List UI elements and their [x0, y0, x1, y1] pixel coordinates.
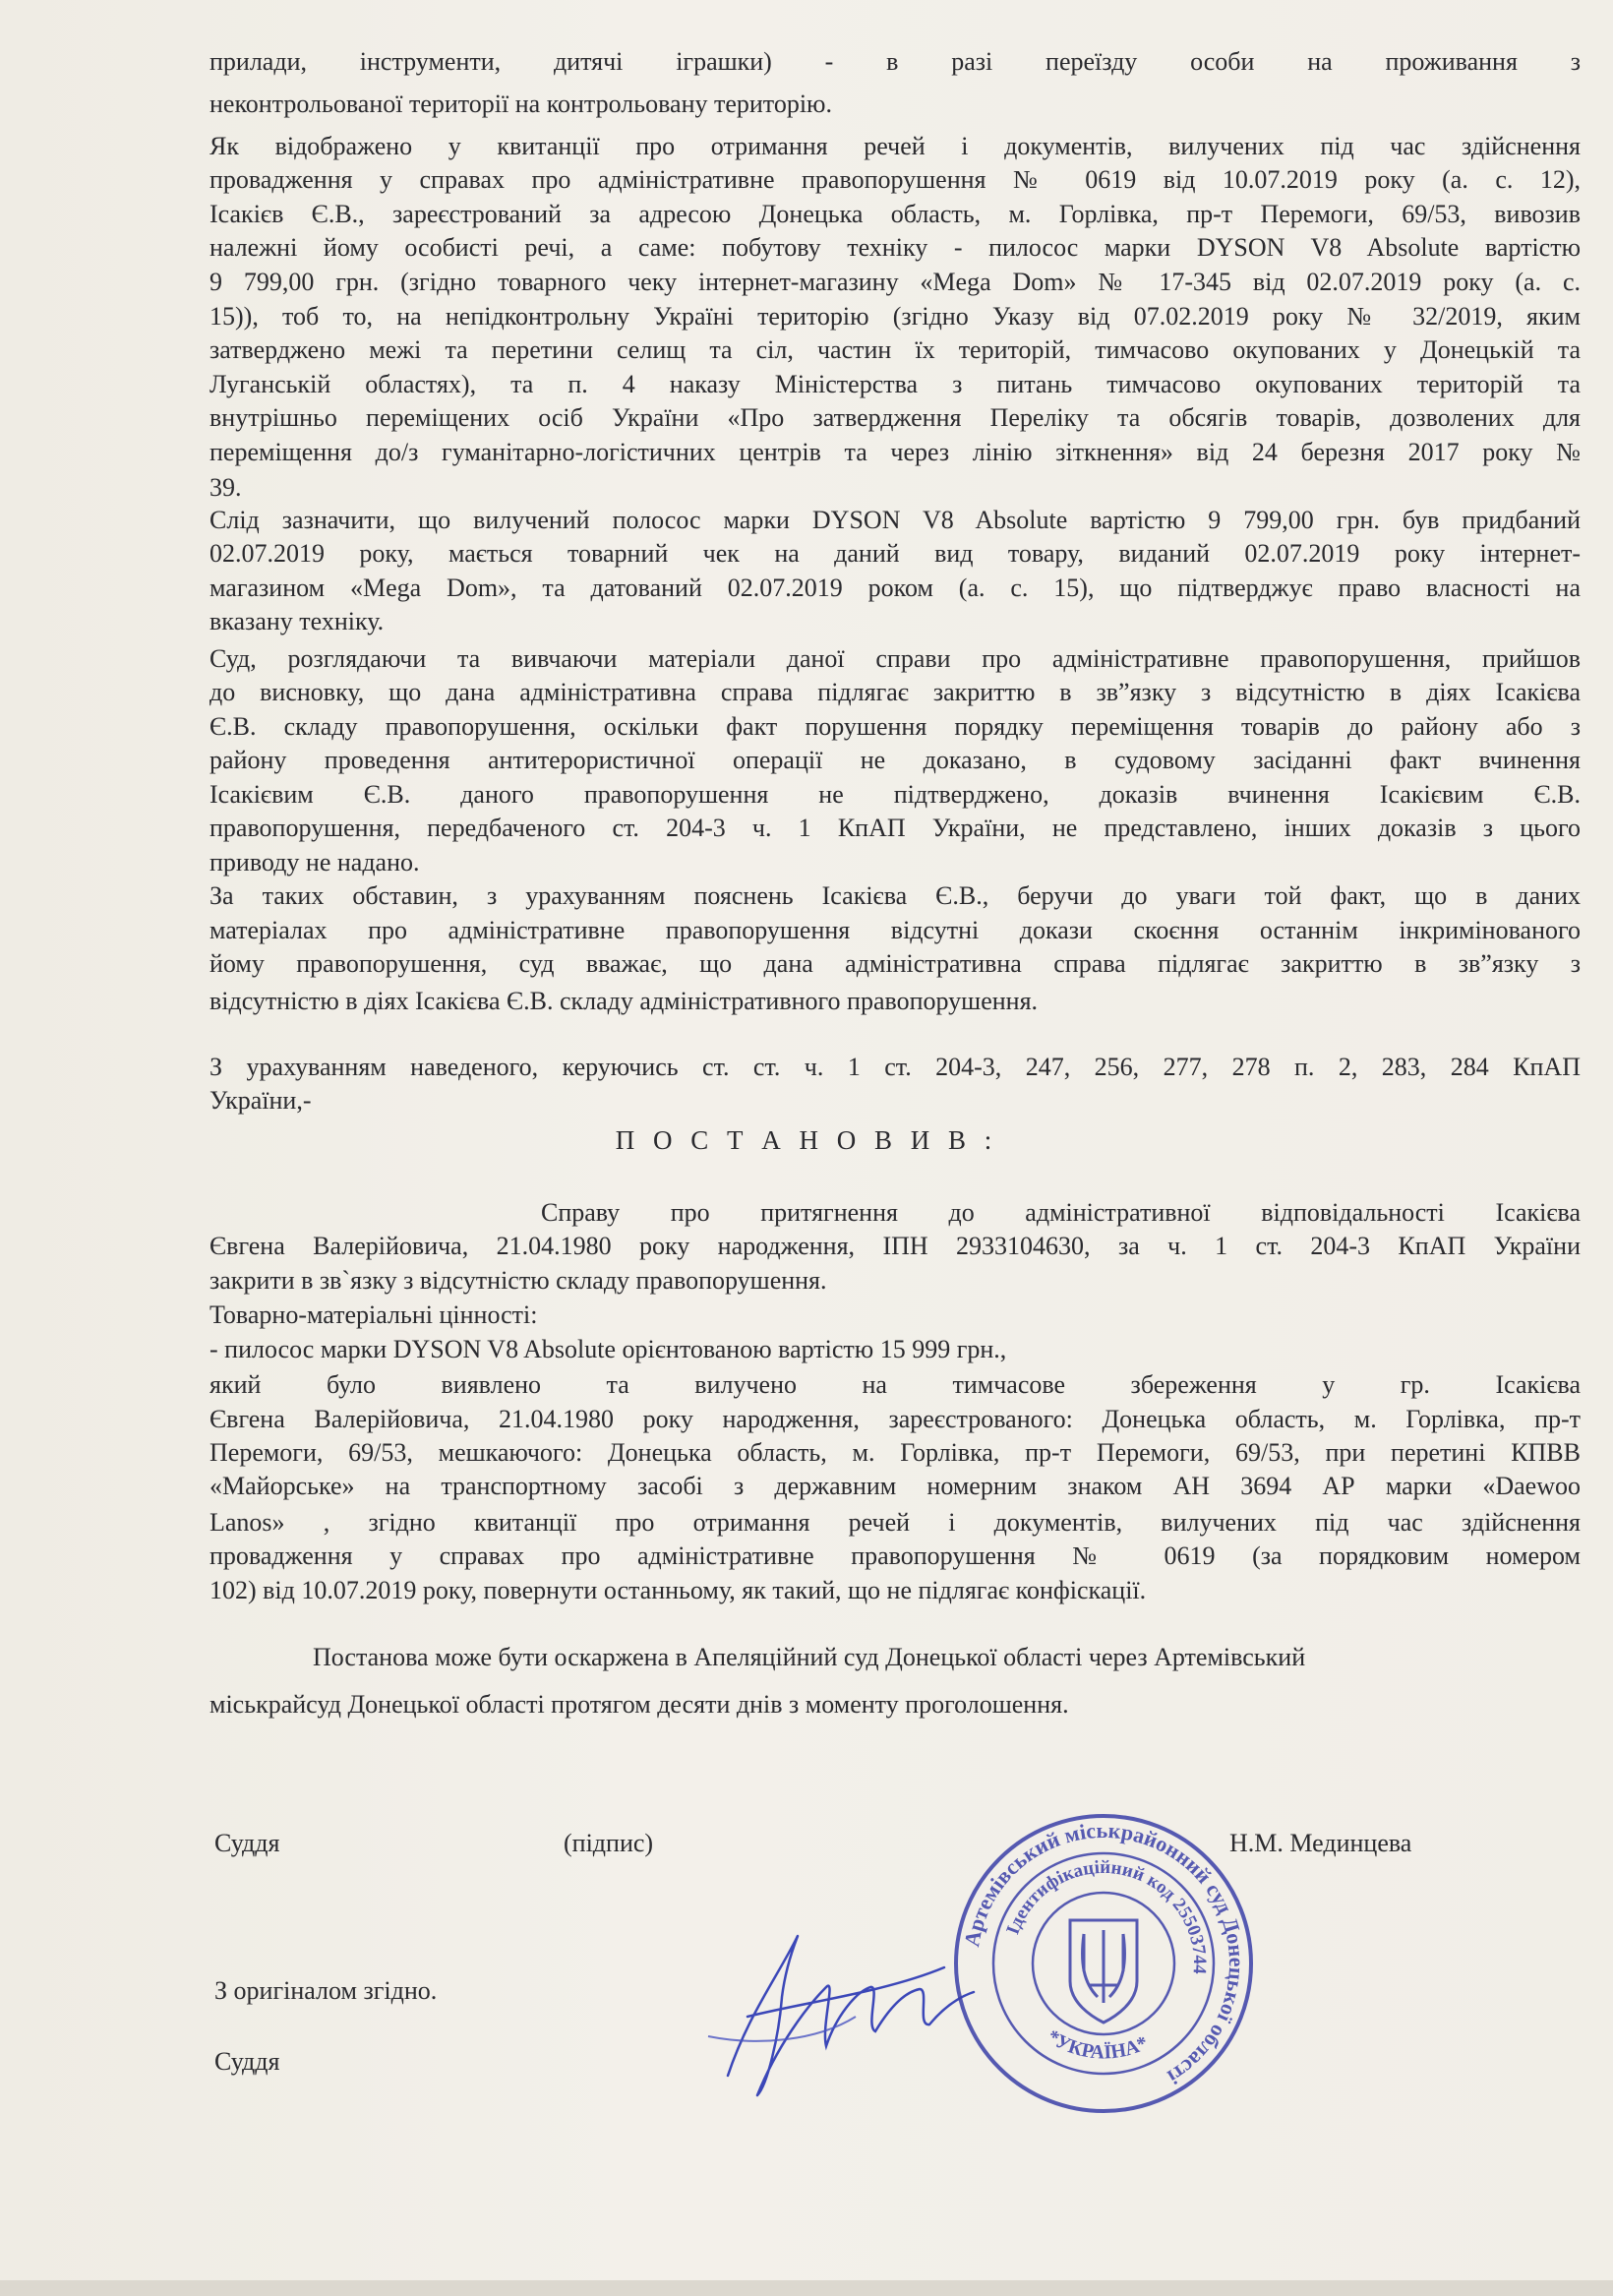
text-line: З урахуванням наведеного, керуючись ст. ст. ч. 1 ст. 204-3, 247, 256, 277, 278 п. 2, 283, 284 КпАП — [209, 1053, 1581, 1081]
text-line: внутрішньо переміщених осіб України «Про затвердження Переліку та обсягів товарів, дозволених для — [209, 403, 1581, 432]
text-line: приводу не надано. — [209, 848, 420, 876]
text-line: Слід зазначити, що вилучений полосос марки DYSON V8 Absolute вартістю 9 799,00 грн. був придбаний — [209, 506, 1581, 534]
stamp-inner-text: Ідентифікаційний код 25503744 — [1002, 1856, 1211, 1975]
text-line: 102) від 10.07.2019 року, повернути останньому, як такий, що не підлягає конфіскації. — [209, 1576, 1147, 1604]
text-line: району проведення антитерористичної операції не доказано, в судовому засіданні факт вчинення — [209, 746, 1581, 774]
text-line: 02.07.2019 року, мається товарний чек на даний вид товару, виданий 02.07.2019 року інтернет- — [209, 539, 1581, 568]
text-line: Товарно-матеріальні цінності: — [209, 1300, 538, 1329]
text-line: Луганській областях), та п. 4 наказу Міністерства з питань тимчасово окупованих територій та — [209, 370, 1581, 398]
text-line: затверджено межі та перетини селищ та сіл, частин їх територій, тимчасово окупованих у Донецькій та — [209, 335, 1581, 364]
text-line: Як відображено у квитанції про отримання речей і документів, вилучених під час здійснення — [209, 132, 1581, 160]
resolution-heading: П О С Т А Н О В И В : — [615, 1125, 998, 1155]
text-line: який було виявлено та вилучено на тимчасове збереження у гр. Ісакієва — [209, 1370, 1581, 1399]
text-line: прилади, інструменти, дитячі іграшки) - в разі переїзду особи на проживання з — [209, 47, 1581, 76]
text-line: Євгена Валерійовича, 21.04.1980 року народження, зареєстрованого: Донецька область, м. Горлівка, пр-т — [209, 1405, 1581, 1433]
trident-emblem-icon — [1070, 1920, 1137, 2023]
text-line: переміщення до/з гуманітарно-логістичних центрів та через лінію зіткнення» від 24 березня 2017 року № — [209, 438, 1581, 466]
text-line: Суд, розглядаючи та вивчаючи матеріали даної справи про адміністративне правопорушення, прийшов — [209, 644, 1581, 673]
text-line: Справу про притягнення до адміністративної відповідальності Ісакієва — [541, 1198, 1581, 1227]
judge-label-2: Суддя — [214, 2047, 280, 2076]
text-line: Є.В. складу правопорушення, оскільки факт порушення порядку переміщення товарів до району або з — [209, 712, 1581, 741]
text-line: Ісакієвим Є.В. даного правопорушення не підтверджено, доказів вчинення Ісакієвим Є.В. — [209, 780, 1581, 809]
text-line: правопорушення, передбаченого ст. 204-3 ч. 1 КпАП України, не представлено, інших доказів з цього — [209, 814, 1581, 842]
text-line: України,- — [209, 1086, 312, 1115]
text-line: міськрайсуд Донецької області протягом десяти днів з моменту проголошення. — [209, 1690, 1069, 1719]
text-line: йому правопорушення, суд вважає, що дана адміністративна справа підлягає закриттю в зв”язку з — [209, 949, 1581, 978]
judge-label: Суддя — [214, 1829, 280, 1857]
text-line: Перемоги, 69/53, мешкаючого: Донецька область, м. Горлівка, пр-т Перемоги, 69/53, при перетині КПВВ — [209, 1438, 1581, 1467]
text-line: - пилосос марки DYSON V8 Absolute орієнтованою вартістю 15 999 грн., — [209, 1335, 1007, 1363]
text-line: провадження у справах про адміністративне правопорушення № 0619 від 10.07.2019 року (а. с. 12), — [209, 165, 1581, 194]
stamp-bottom-text: *УКРАЇНА* — [1043, 2025, 1152, 2064]
text-line: відсутністю в діях Ісакієва Є.В. складу адміністративного правопорушення. — [209, 987, 1039, 1015]
stamp-outer-text: Артемівський міськрайонний суд Донецької області — [959, 1817, 1250, 2090]
court-stamp — [946, 1806, 1261, 2121]
certified-copy-note: З оригіналом згідно. — [214, 1976, 438, 2005]
text-line: неконтрольованої території на контрольовану територію. — [209, 90, 832, 118]
text-line: Євгена Валерійовича, 21.04.1980 року народження, ІПН 2933104630, за ч. 1 ст. 204-3 КпАП України — [209, 1232, 1581, 1260]
text-line: магазином «Mega Dom», та датований 02.07.2019 роком (а. с. 15), що підтверджує право власності на — [209, 574, 1581, 602]
judge-name: Н.М. Мединцева — [1229, 1829, 1412, 1857]
text-line: «Майорське» на транспортному засобі з державним номерним знаком АН 3694 АР марки «Daewoo — [209, 1472, 1581, 1500]
text-line: провадження у справах про адміністративне правопорушення № 0619 (за порядковим номером — [209, 1541, 1581, 1570]
text-line: матеріалах про адміністративне правопорушення відсутні докази скоєння останнім інкримінованого — [209, 916, 1581, 944]
text-line: Lanos» , згідно квитанції про отримання речей і документів, вилучених під час здійснення — [209, 1508, 1581, 1537]
text-line: 15)), тоб то, на непідконтрольну Україні територію (згідно Указу від 07.02.2019 року № 32/2019, яким — [209, 302, 1581, 331]
text-line: до висновку, що дана адміністративна справа підлягає закриттю в зв”язку з відсутністю в діях Ісакієва — [209, 678, 1581, 706]
text-line: Ісакієв Є.В., зареєстрований за адресою Донецька область, м. Горлівка, пр-т Перемоги, 69/53, вивозив — [209, 200, 1581, 228]
page-bottom-edge — [0, 2280, 1613, 2296]
text-line: 9 799,00 грн. (згідно товарного чеку інтернет-магазину «Mega Dom» № 17-345 від 02.07.2019 року (а. с. — [209, 268, 1581, 296]
text-line: належні йому особисті речі, а саме: побутову техніку - пилосос марки DYSON V8 Absolute вартістю — [209, 233, 1581, 262]
handwritten-signature — [688, 1899, 984, 2115]
text-line: Постанова може бути оскаржена в Апеляційний суд Донецької області через Артемівський — [313, 1643, 1306, 1671]
text-line: вказану техніку. — [209, 607, 385, 635]
text-line: За таких обставин, з урахуванням пояснень Ісакієва Є.В., беручи до уваги той факт, що в даних — [209, 881, 1581, 910]
text-line: закрити в зв`язку з відсутністю складу правопорушення. — [209, 1266, 827, 1295]
signature-placeholder: (підпис) — [564, 1829, 654, 1857]
text-line: 39. — [209, 473, 242, 502]
svg-text:*УКРАЇНА* — [1044, 2025, 1152, 2063]
